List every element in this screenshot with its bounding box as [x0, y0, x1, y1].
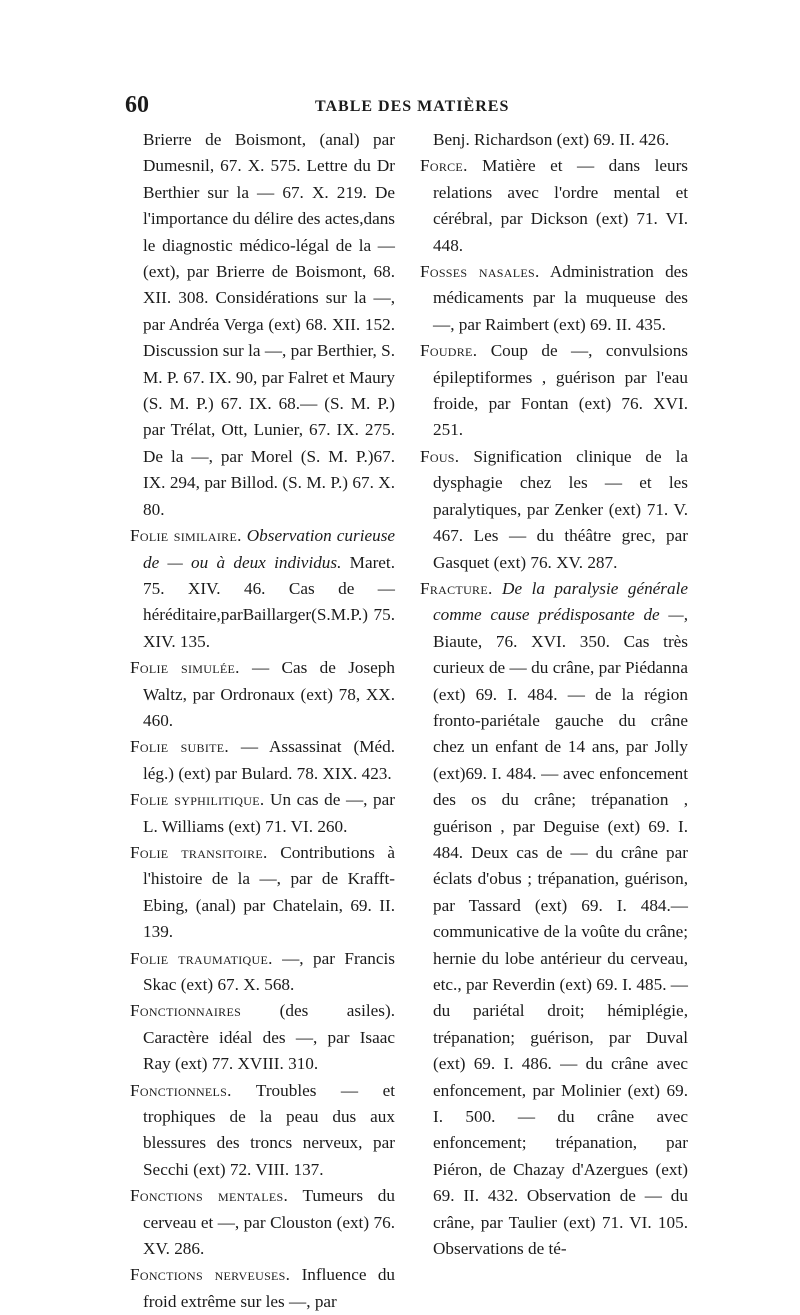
entry-text: Contributions à l'histoire de la —, par de Krafft-Ebing, (anal) par Chatelain, 69. II. 139. [143, 842, 395, 942]
entry-headword: Fosses nasales. [420, 262, 540, 282]
index-entry [130, 1078, 395, 1184]
entry-headword: Fonctions nerveuses. [130, 1265, 291, 1285]
entry-headword: Folie simulée. [130, 658, 240, 678]
entry-text: Biaute, 76. XVI. 350. Cas très curieux de — du crâne, par Piédanna (ext) 69. I. 484. — de la région fronto-pariétale gauche du crâne chez un enfant de 14 ans, par Jolly (ext)69. I. 484. — avec enfoncement des os du crâne; trépanation , guérison , par Deguise (ext) 69. I. 484. Deux cas de — du crâne par éclats d'obus ; trépanation, guérison, par Tassard (ext) 69. I. 484.—communicative de la voûte du crâne; hernie du lobe antérieur du cerveau, etc., par Reverdin (ext) 69. I. 485. — du pariétal droit; hémiplégie, trépanation; guérison, par Duval (ext) 69. I. 486. — du crâne avec enfoncement, par Molinier (ext) 69. I. 500. — du crâne avec enfoncement; trépanation, par Piéron, de Chazay d'Azergues (ext) 69. II. 432. Observation de — du crâne, par Taulier (ext) 71. VI. 105. Observations de té- [433, 631, 688, 1259]
entry-text: Influence du froid extrême sur les —, par [143, 1265, 396, 1311]
entry-headword: Fous. [420, 446, 460, 466]
entry-headword: Folie subite. [130, 737, 229, 757]
index-entry [420, 153, 688, 259]
index-entry [130, 840, 395, 946]
entry-text: — Assassinat (Méd. lég.) (ext) par Bulard. 78. XIX. 423. [143, 737, 396, 783]
index-entry [130, 1183, 395, 1262]
index-entry [130, 734, 395, 787]
page-header [125, 92, 685, 124]
entry-text: — Cas de Joseph Waltz, par Ordronaux (ext) 78, XX. 460. [143, 658, 395, 730]
entry-headword: Fonctionnels. [130, 1080, 232, 1100]
entry-headword: Folie syphilitique. [130, 790, 265, 810]
index-entry [130, 787, 395, 840]
entry-headword: Fonctionnaires [130, 1001, 242, 1021]
index-entry [130, 655, 395, 734]
entry-text: Signification clinique de la dysphagie chez les — et les paralytiques, par Zenker (ext) 71. V. 467. Les — du théâtre grec, par Gasquet (ext) 76. XV. 287. [433, 446, 688, 572]
entry-text: Benj. Richardson (ext) 69. II. 426. [433, 130, 670, 149]
entry-title-italic: De la paralysie générale comme cause prédisposante de —, [433, 578, 688, 625]
entry-text: (des asiles). Caractère idéal des —, par Isaac Ray (ext) 77. XVIII. 310. [143, 1001, 395, 1074]
entry-text: —, par Francis Skac (ext) 67. X. 568. [143, 948, 395, 994]
index-entry [130, 523, 395, 655]
index-entry [420, 576, 688, 1263]
entry-headword: Foudre. [420, 341, 478, 361]
index-entry [420, 259, 688, 338]
entry-headword: Folie traumatique. [130, 948, 273, 968]
entry-text: Tumeurs du cerveau et —, par Clouston (ext) 76. XV. 286. [143, 1186, 395, 1259]
index-entry [420, 127, 688, 153]
index-entry [130, 946, 395, 999]
index-entry [420, 444, 688, 576]
index-entry [130, 1262, 395, 1315]
index-entry [130, 998, 395, 1077]
entry-text: Un cas de —, par L. Williams (ext) 71. VI. 260. [143, 790, 396, 836]
entry-text: Matière et — dans leurs relations avec l'ordre mental et cérébral, par Dickson (ext) 71. VI. 448. [433, 156, 688, 255]
entry-text: Administration des médicaments par la muqueuse des —, par Raimbert (ext) 69. II. 435. [433, 262, 688, 334]
entry-headword: Fracture. [420, 578, 493, 598]
index-entry [130, 127, 395, 523]
running-head: TABLE DES MATIÈRES [315, 98, 510, 115]
entry-title-italic: Observation curieuse de — ou à deux individus. [143, 526, 396, 572]
entry-headword: Folie transitoire. [130, 842, 268, 862]
entry-headword: Fonctions mentales. [130, 1186, 289, 1206]
index-entry [420, 338, 688, 444]
entry-headword: Force. [420, 156, 468, 176]
entry-text: Maret. 75. XIV. 46. Cas de — héréditaire,parBaillarger(S.M.P.) 75. XIV. 135. [143, 552, 395, 651]
entry-text: Brierre de Boismont, (anal) par Dumesnil, 67. X. 575. Lettre du Dr Berthier sur la — 67. X. 219. De l'importance du délire des actes,dans le diagnostic médico-légal de la — (ext), par Brierre de Boismont, 68. XII. 308. Considérations sur la —, par Andréa Verga (ext) 68. XII. 152. Discussion sur la —, par Berthier, S. M. P. 67. IX. 90, par Falret et Maury (S. M. P.) 67. IX. 68.— (S. M. P.) par Trélat, Ott, Lunier, 67. IX. 275. De la —, par Morel (S. M. P.)67. IX. 294, par Billod. (S. M. P.) 67. X. 80. [143, 130, 395, 519]
entry-text: Coup de —, convulsions épileptiformes , guérison par l'eau froide, par Fontan (ext) 76. XVI. 251. [433, 341, 688, 440]
page-number: 60 [125, 92, 149, 118]
entry-text: Troubles — et trophiques de la peau dus aux blessures des troncs nerveux, par Secchi (ext) 72. VIII. 137. [143, 1080, 395, 1179]
right-column [420, 127, 688, 1262]
left-column [130, 127, 395, 1315]
entry-headword: Folie similaire. [130, 526, 242, 546]
